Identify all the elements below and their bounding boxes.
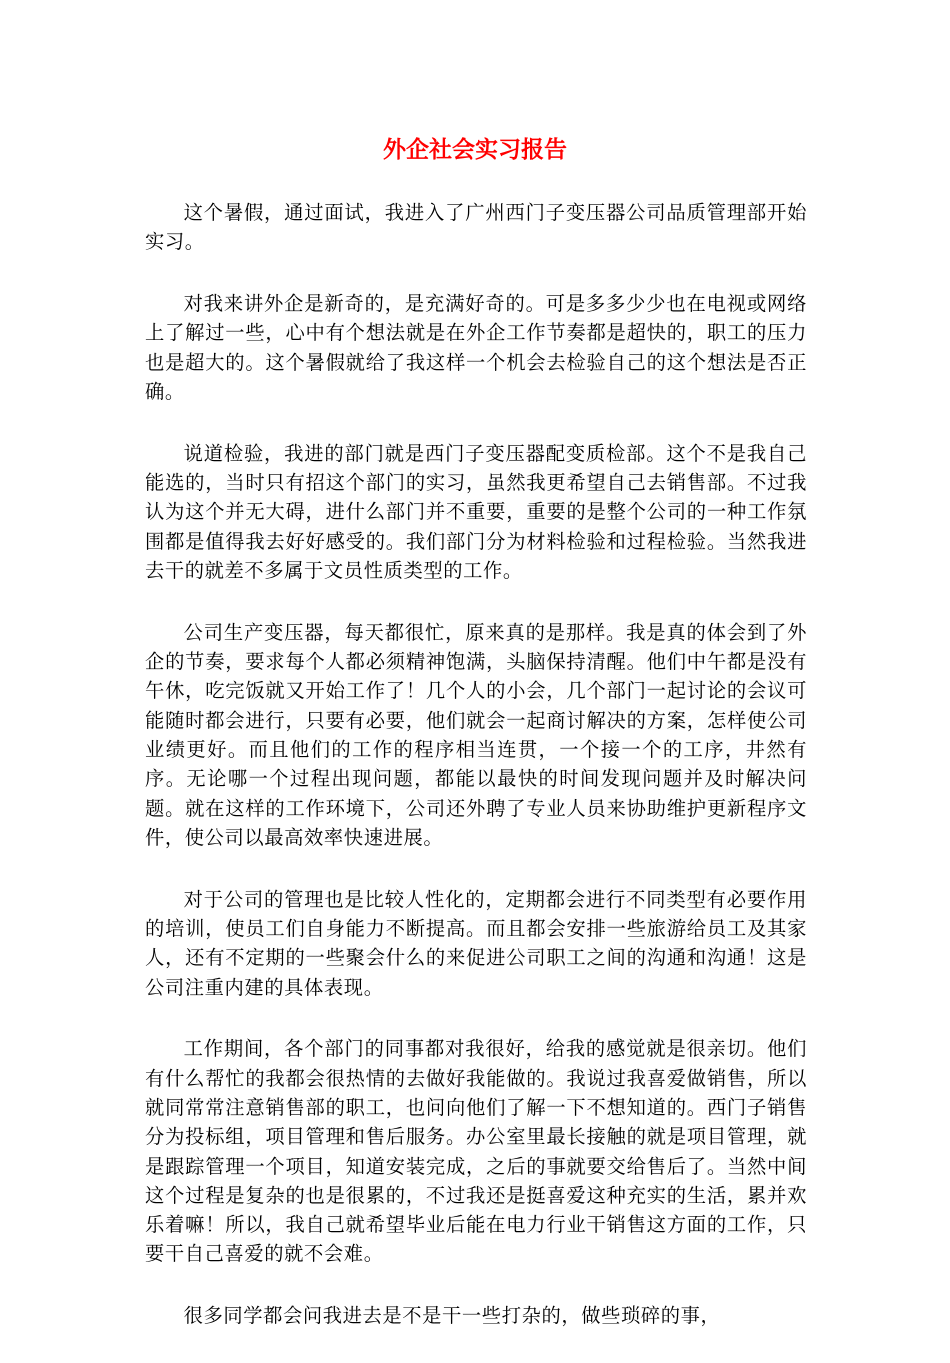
paragraph-3: 说道检验，我进的部门就是西门子变压器配变质检部。这个不是我自己能选的，当时只有招这个部门的实习，虽然我更希望自己去销售部。不过我认为这个并无大碍，进什么部门并不重要，重要的是整个公司的一种工作氛围都是值得我去好好感受的。我们部门分为材料检验和过程检验。当然我进去干的就差不多属于文员性质类型的工作。 bbox=[145, 441, 807, 582]
paragraph-6: 工作期间，各个部门的同事都对我很好，给我的感觉就是很亲切。他们有什么帮忙的我都会很热情的去做好我能做的。我说过我喜爱做销售，所以就同常常注意销售部的职工，也问向他们了解一下不想知道的。西门子销售分为投标组，项目管理和售后服务。办公室里最长接触的就是项目管理，就是跟踪管理一个项目，知道安装完成，之后的事就要交给售后了。当然中间这个过程是复杂的也是很累的，不过我还是挺喜爱这种充实的生活，累并欢乐着嘛！所以，我自己就希望毕业后能在电力行业干销售这方面的工作，只要干自己喜爱的就不会难。 bbox=[145, 1037, 807, 1266]
paragraph-4: 公司生产变压器，每天都很忙，原来真的是那样。我是真的体会到了外企的节奏，要求每个人都必须精神饱满，头脑保持清醒。他们中午都是没有午休，吃完饭就又开始工作了！几个人的小会，几个部门一起讨论的会议可能随时都会进行，只要有必要，他们就会一起商讨解决的方案，怎样使公司业绩更好。而且他们的工作的程序相当连贯，一个接一个的工序，井然有序。无论哪一个过程出现问题，都能以最快的时间发现问题并及时解决问题。就在这样的工作环境下，公司还外聘了专业人员来协助维护更新程序文件，使公司以最高效率快速进展。 bbox=[145, 620, 807, 849]
paragraph-7: 很多同学都会问我进去是不是干一些打杂的，做些琐碎的事， bbox=[183, 1304, 721, 1328]
paragraph-2: 对我来讲外企是新奇的，是充满好奇的。可是多多少少也在电视或网络上了解过一些，心中有个想法就是在外企工作节奏都是超快的，职工的压力也是超大的。这个暑假就给了我这样一个机会去检验自己的这个想法是否正确。 bbox=[145, 292, 807, 403]
document-body bbox=[145, 198, 807, 1363]
page-title: 外企社会实习报告 bbox=[383, 137, 567, 163]
paragraph-5: 对于公司的管理也是比较人性化的，定期都会进行不同类型有必要作用的培训，使员工们自身能力不断提高。而且都会安排一些旅游给员工及其家人，还有不定期的一些聚会什么的来促进公司职工之间的沟通和沟通！这是公司注重内建的具体表现。 bbox=[145, 887, 807, 999]
paragraph-1: 这个暑假，通过面试，我进入了广州西门子变压器公司品质管理部开始实习。 bbox=[145, 201, 807, 254]
